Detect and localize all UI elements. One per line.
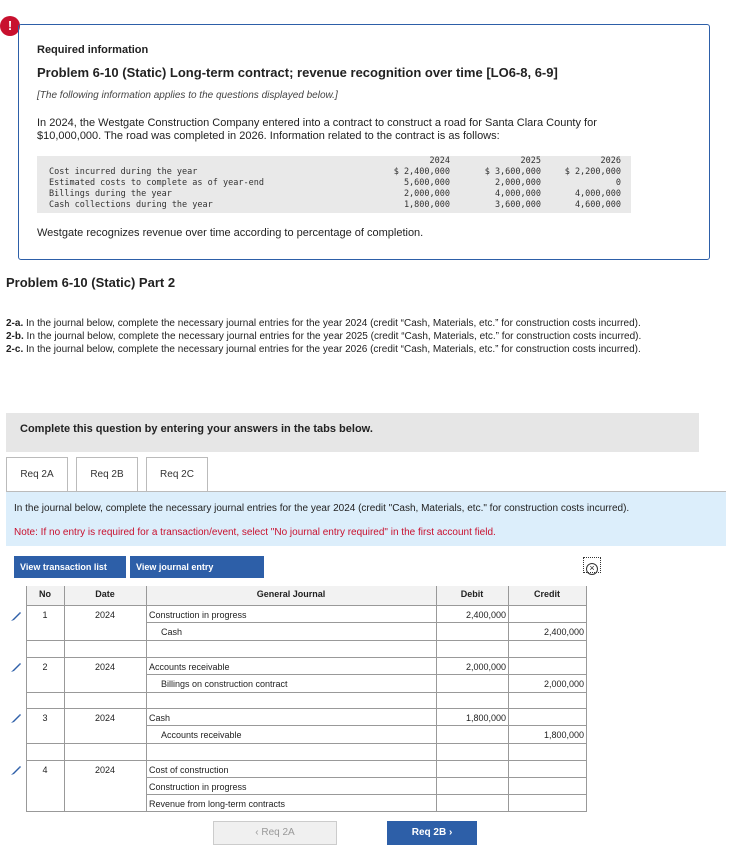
- next-req-button[interactable]: Req 2B ›: [387, 821, 477, 845]
- table-row: Estimated costs to complete as of year-end 5,600,000 2,000,000 0: [49, 178, 621, 188]
- entry-date: 2024: [94, 662, 116, 672]
- credit-field[interactable]: 2,400,000: [543, 627, 584, 637]
- complete-bar: Complete this question by entering your answers in the tabs below.: [6, 413, 699, 452]
- contract-table: [37, 156, 631, 213]
- edit-icon[interactable]: [10, 712, 22, 724]
- entry-no: 4: [42, 765, 48, 775]
- table-row: Cost incurred during the year $ 2,400,000 $ 3,600,000 $ 2,200,000: [49, 167, 621, 177]
- table-row: Cash collections during the year 1,800,000 3,600,000 4,600,000: [49, 200, 621, 210]
- col-credit: Credit: [533, 589, 560, 599]
- year-header: 2025: [520, 156, 541, 166]
- credit-field[interactable]: 1,800,000: [543, 730, 584, 740]
- tab-bar: [6, 457, 208, 491]
- tab-req-2c[interactable]: Req 2C: [146, 457, 208, 491]
- col-account: General Journal: [256, 589, 326, 599]
- problem-title: Problem 6-10 (Static) Long-term contract; revenue recognition over time [LO6-8, 6-9]: [37, 65, 558, 80]
- follow-note: [The following information applies to the questions displayed below.]: [37, 90, 338, 101]
- recognition-text: Westgate recognizes revenue over time according to percentage of completion.: [37, 227, 424, 239]
- col-date: Date: [95, 589, 115, 599]
- entry-date: 2024: [94, 713, 116, 723]
- prev-req-button[interactable]: ‹ Req 2A: [213, 821, 337, 845]
- edit-icon[interactable]: [10, 764, 22, 776]
- credit-field[interactable]: 2,000,000: [543, 679, 584, 689]
- account-field[interactable]: Construction in progress: [149, 782, 247, 792]
- required-info-label: Required information: [37, 44, 149, 56]
- tab-req-2a[interactable]: Req 2A: [6, 457, 68, 491]
- edit-icon[interactable]: [10, 661, 22, 673]
- entry-no: 3: [42, 713, 48, 723]
- panel-text: In the journal below, complete the necessary journal entries for the year 2024 (credit "Cash, Materials, etc." for construction costs incurred).: [14, 503, 630, 514]
- entry-date: 2024: [94, 765, 116, 775]
- account-field[interactable]: Cost of construction: [149, 765, 229, 775]
- entry-no: 1: [42, 610, 48, 620]
- debit-field[interactable]: 2,400,000: [465, 610, 506, 620]
- account-field[interactable]: Revenue from long-term contracts: [149, 799, 286, 809]
- panel-note: Note: If no entry is required for a transaction/event, select "No journal entry required" in the first account field.: [14, 527, 496, 538]
- account-field[interactable]: Cash: [149, 713, 171, 723]
- col-no: No: [39, 589, 51, 599]
- account-field[interactable]: Cash: [161, 627, 183, 637]
- view-journal-worksheet-button[interactable]: View journal entry: [130, 556, 264, 578]
- col-debit: Debit: [460, 589, 484, 599]
- close-icon[interactable]: ×: [583, 557, 601, 573]
- entry-date: 2024: [94, 610, 116, 620]
- tab-req-2b[interactable]: Req 2B: [76, 457, 138, 491]
- account-field[interactable]: Billings on construction contract: [161, 679, 288, 689]
- alert-icon: !: [0, 16, 20, 36]
- view-transaction-list-button[interactable]: View transaction list: [14, 556, 126, 578]
- account-field[interactable]: Accounts receivable: [149, 662, 230, 672]
- year-header: 2026: [600, 156, 621, 166]
- part-title: Problem 6-10 (Static) Part 2: [6, 275, 176, 290]
- instructions: 2-a. In the journal below, complete the necessary journal entries for the year 2024 (credit “Cash, Materials, etc.” for construction costs incurred). 2-b. In the journal below, complete the necessary journal entries for the year 2025 (credit “Cash, Materials, etc.” for construction costs incurred). 2-c. In the journal below, complete the necessary journal entries for the year 2026 (credit “Cash, Materials, etc.” for construction costs incurred).: [6, 318, 642, 355]
- edit-icon[interactable]: [10, 610, 22, 622]
- table-row: Billings during the year 2,000,000 4,000,000 4,000,000: [49, 189, 621, 199]
- entry-no: 2: [42, 662, 48, 672]
- account-field[interactable]: Accounts receivable: [161, 730, 242, 740]
- journal-table: [6, 586, 586, 812]
- account-field[interactable]: Construction in progress: [149, 610, 247, 620]
- year-header: 2024: [429, 156, 450, 166]
- problem-paragraph: In 2024, the Westgate Construction Company entered into a contract to construct a road for Santa Clara County for $10,000,000. The road was completed in 2026. Information related to the contract is as follows:: [37, 117, 597, 142]
- debit-field[interactable]: 2,000,000: [465, 662, 506, 672]
- debit-field[interactable]: 1,800,000: [465, 713, 506, 723]
